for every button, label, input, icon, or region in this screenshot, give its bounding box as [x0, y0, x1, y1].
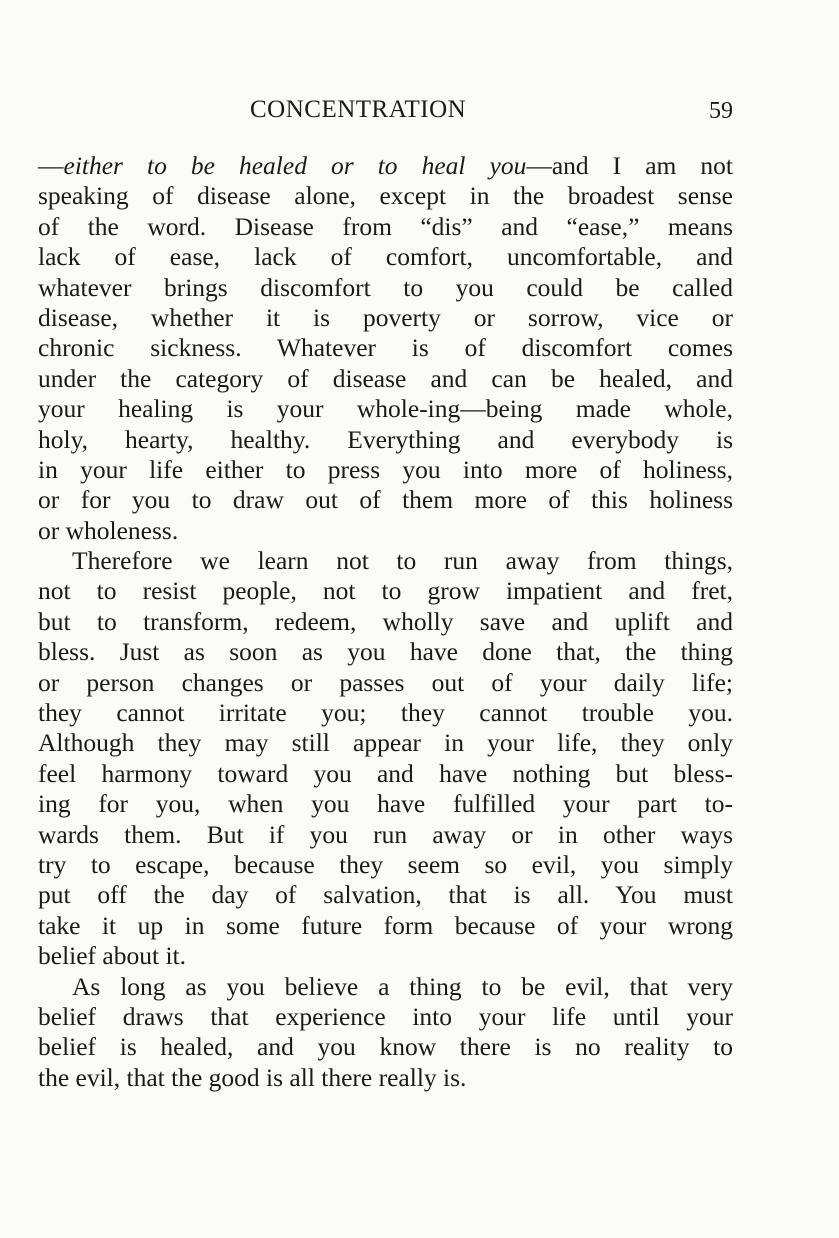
text-line [38, 333, 733, 363]
text-span: disease, whether it is poverty or sorrow, vice or [38, 302, 733, 332]
text-line [38, 455, 733, 485]
text-span: your healing is your whole-ing—being made whole, [38, 394, 733, 424]
text-line [38, 1002, 733, 1032]
text-line [38, 850, 733, 880]
text-span: put off the day of salvation, that is all. You must [38, 880, 733, 910]
text-span: As long as you believe a thing to be evil, that very [72, 971, 733, 1001]
text-line [38, 1032, 733, 1062]
text-span: chronic sickness. Whatever is of discomfort comes [38, 333, 733, 363]
text-span: belief is healed, and you know there is no reality to [38, 1032, 733, 1062]
text-span: of the word. Disease from “dis” and “ease,” means [38, 211, 733, 241]
text-span: in your life either to press you into more of holiness, [38, 454, 733, 484]
text-span: Therefore we learn not to run away from things, [72, 546, 733, 576]
text-span: take it up in some future form because of your wrong [38, 910, 733, 940]
text-line [38, 911, 733, 941]
text-line [38, 941, 733, 971]
text-span: wards them. But if you run away or in other ways [38, 819, 733, 849]
paragraph [38, 151, 733, 546]
text-line [38, 273, 733, 303]
text-span: but to transform, redeem, wholly save and uplift and [38, 606, 733, 636]
body-text [38, 151, 733, 1093]
text-span: or wholeness. [38, 515, 179, 545]
text-line [38, 880, 733, 910]
text-line [38, 1063, 733, 1093]
text-line [38, 425, 733, 455]
text-span: the evil, that the good is all there really is. [38, 1062, 467, 1092]
text-line [38, 789, 733, 819]
italic-text: either to be healed or to heal you [63, 151, 527, 180]
text-line [38, 668, 733, 698]
text-line [38, 516, 733, 546]
text-span: speaking of disease alone, except in the broadest sense [38, 181, 733, 211]
text-line [38, 181, 733, 211]
text-span: under the category of disease and can be healed, and [38, 363, 733, 393]
text-span: bless. Just as soon as you have done that, the thing [38, 637, 733, 667]
text-line [38, 364, 733, 394]
text-span: Although they may still appear in your life, they only [38, 728, 733, 758]
text-span: or for you to draw out of them more of this holiness [38, 485, 733, 515]
text-span: ing for you, when you have fulfilled your part to- [38, 789, 733, 819]
paragraph [38, 972, 733, 1094]
paragraph [38, 546, 733, 971]
text-line [38, 212, 733, 242]
text-span: — [38, 151, 64, 180]
text-line [38, 576, 733, 606]
text-span: —and I am not [526, 151, 733, 180]
page-number: 59 [709, 98, 733, 124]
text-line [38, 637, 733, 667]
text-line [38, 607, 733, 637]
text-span: belief draws that experience into your life until your [38, 1001, 733, 1031]
text-line [38, 972, 733, 1002]
text-line [38, 242, 733, 272]
page-header [38, 96, 733, 128]
text-span: try to escape, because they seem so evil, you simply [38, 849, 733, 879]
text-span: feel harmony toward you and have nothing but bless- [38, 758, 733, 788]
text-line [38, 485, 733, 515]
text-span: lack of ease, lack of comfort, uncomfortable, and [38, 242, 733, 272]
text-span: not to resist people, not to grow impatient and fret, [38, 576, 733, 606]
text-span: or person changes or passes out of your daily life; [38, 667, 733, 697]
text-line [38, 151, 733, 181]
text-line [38, 394, 733, 424]
text-span: holy, hearty, healthy. Everything and everybody is [38, 424, 733, 454]
text-line [38, 303, 733, 333]
text-span: they cannot irritate you; they cannot trouble you. [38, 698, 733, 728]
text-line [38, 759, 733, 789]
text-line [38, 728, 733, 758]
text-line [38, 546, 733, 576]
text-line [38, 820, 733, 850]
text-span: whatever brings discomfort to you could be called [38, 272, 733, 302]
text-line [38, 698, 733, 728]
running-title: CONCENTRATION [250, 96, 467, 123]
text-span: belief about it. [38, 941, 186, 971]
